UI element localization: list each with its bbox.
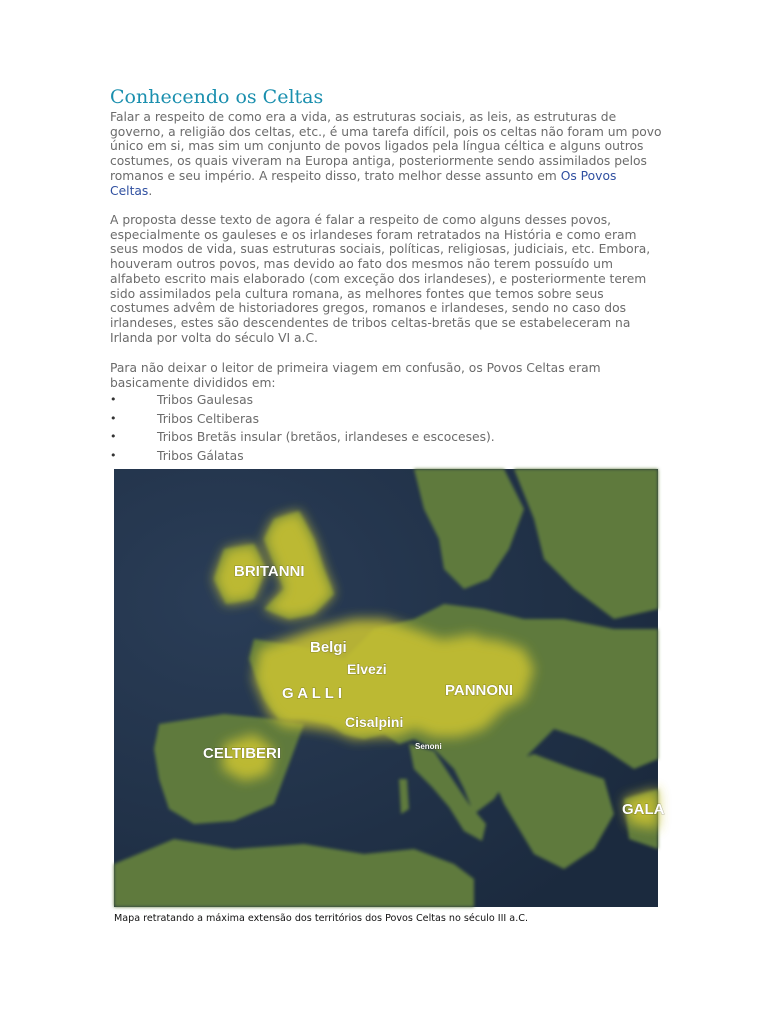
list-item (110, 410, 662, 429)
map-label-pannoni: PANNONI (445, 682, 514, 699)
list-item (110, 391, 662, 410)
bullet-icon: • (110, 411, 117, 425)
tribes-list (110, 391, 662, 466)
list-item-label: Tribos Bretãs insular (bretãos, irlandeses e escoceses). (157, 430, 495, 445)
intro-paragraph (110, 110, 662, 198)
map-caption: Mapa retratando a máxima extensão dos territórios dos Povos Celtas no século III a.C. (114, 913, 528, 924)
map-label-cisalpini: Cisalpini (345, 714, 404, 730)
intro-text: Falar a respeito de como era a vida, as estruturas sociais, as leis, as estruturas de governo, a religião dos celtas, etc., é uma tarefa difícil, pois os celtas não foram um povo único em si, mas sim um conjunto de povos ligados pela língua céltica e alguns outros costumes, os quais viveram na Europa antiga, posteriormente sendo assimilados pelos romanos e seu império. A respeito disso, trato melhor desse assunto em (110, 110, 662, 183)
list-item-label: Tribos Gálatas (157, 449, 244, 464)
list-item-label: Tribos Gaulesas (157, 393, 254, 407)
page-title: Conhecendo os Celtas (110, 86, 324, 108)
bullet-icon: • (110, 430, 117, 444)
europe-map-image (114, 469, 665, 907)
os-povos-celtas-link[interactable]: Os Povos Celtas (110, 168, 617, 198)
map-label-senoni: Senoni (415, 742, 442, 751)
map-label-britanni: BRITANNI (234, 563, 305, 580)
map-label-belgi: Belgi (310, 639, 347, 656)
list-item-label: Tribos Celtiberas (157, 411, 259, 426)
map-label-galli: G A L L I (282, 685, 343, 702)
map-label-galati: GALA (622, 801, 665, 818)
list-item (110, 447, 662, 466)
division-paragraph: Para não deixar o leitor de primeira viagem em confusão, os Povos Celtas eram basicamente divididos em: (110, 361, 601, 390)
bullet-icon: • (110, 449, 117, 463)
purpose-paragraph: A proposta desse texto de agora é falar a respeito de como alguns desses povos, especialmente os gauleses e os irlandeses foram retratados na História e como eram seus modos de vida, suas estruturas sociais, políticas, religiosas, judiciais, etc. Embora, houveram outros povos, mas devido ao fato dos mesmos não terem possuído um alfabeto escrito mais elaborado (com exceção dos irlandeses), e posteriormente terem sido assimilados pela cultura romana, as melhores fontes que temos sobre seus costumes advêm de historiadores gregos, romanos e irlandeses, sendo no caso dos irlandeses, estes são descendentes de tribos celtas-bretãs que se estabeleceram na Irlanda por volta do século VI a.C. (110, 213, 651, 345)
bullet-icon: • (110, 393, 117, 406)
intro-end: . (148, 183, 153, 198)
list-item (110, 428, 662, 447)
map-label-celtiberi: CELTIBERI (203, 745, 282, 762)
celtic-territories-map (114, 469, 665, 907)
map-label-elvezi: Elvezi (347, 661, 387, 677)
